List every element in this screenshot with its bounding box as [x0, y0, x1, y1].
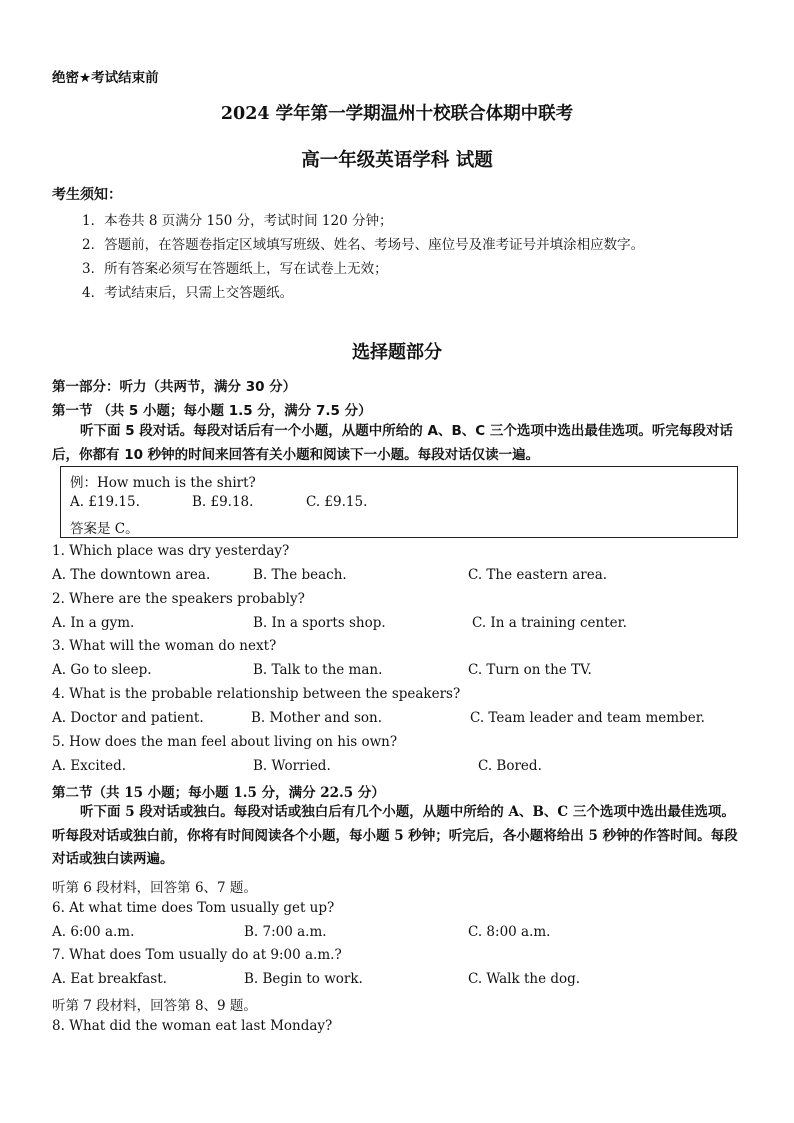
section1-heading: 第一节 （共 5 小题；每小题 1.5 分，满分 7.5 分） [52, 403, 372, 419]
question-stem: 1. Which place was dry yesterday? [52, 543, 290, 559]
option-c: C. The eastern area. [468, 567, 608, 583]
option-a: A. The downtown area. [52, 567, 211, 583]
option-b: B. Mother and son. [251, 710, 383, 726]
notice-item: 2．答题前，在答题卷指定区域填写班级、姓名、考场号、座位号及准考证号并填涂相应数字。 [82, 237, 645, 253]
option-a: A. Eat breakfast. [52, 971, 167, 987]
option-a: A. In a gym. [52, 615, 135, 631]
option-c: C. Bored. [478, 758, 542, 774]
question-stem: 8. What did the woman eat last Monday? [52, 1018, 333, 1034]
option-c: C. Team leader and team member. [470, 710, 705, 726]
option-c: C. Turn on the TV. [468, 662, 592, 678]
question-stem: 4. What is the probable relationship between the speakers? [52, 686, 461, 702]
option-a: A. Doctor and patient. [52, 710, 204, 726]
option-a: A. 6:00 a.m. [52, 924, 135, 940]
option-b: B. Begin to work. [244, 971, 363, 987]
section2-heading: 第二节（共 15 小题；每小题 1.5 分，满分 22.5 分） [52, 785, 385, 801]
secret-label: 绝密★考试结束前 [52, 70, 159, 86]
material-note: 听第 6 段材料，回答第 6、7 题。 [52, 880, 257, 896]
option-b: B. In a sports shop. [253, 615, 386, 631]
notice-heading: 考生须知： [52, 187, 122, 203]
option-b: B. 7:00 a.m. [244, 924, 327, 940]
section1-instruction: 听下面 5 段对话。每段对话后有一个小题，从题中所给的 A、B、C 三个选项中选出最佳选项。听完每段对话后，你都有 10 秒钟的时间来回答有关小题和阅读下一小题。每段对话仅读一遍。 [52, 423, 733, 463]
option-a: A. Go to sleep. [52, 662, 152, 678]
example-answer: 答案是 C。 [70, 521, 139, 537]
option-c: C. 8:00 a.m. [468, 924, 551, 940]
option-c: C. Walk the dog. [468, 971, 581, 987]
question-stem: 6. At what time does Tom usually get up? [52, 900, 335, 916]
exam-subtitle: 高一年级英语学科 试题 [301, 150, 493, 171]
material-note: 听第 7 段材料，回答第 8、9 题。 [52, 998, 257, 1014]
notice-item: 4．考试结束后，只需上交答题纸。 [82, 285, 294, 301]
example-option: C. £9.15. [306, 494, 368, 510]
question-stem: 2. Where are the speakers probably? [52, 591, 305, 607]
example-option: A. £19.15. [70, 494, 140, 510]
notice-item: 1．本卷共 8 页满分 150 分，考试时间 120 分钟； [82, 213, 393, 229]
section-title: 选择题部分 [352, 342, 442, 363]
option-b: B. Talk to the man. [253, 662, 383, 678]
option-b: B. Worried. [253, 758, 331, 774]
option-c: C. In a training center. [472, 615, 627, 631]
option-b: B. The beach. [253, 567, 347, 583]
exam-title: 2024 学年第一学期温州十校联合体期中联考 [220, 104, 574, 124]
question-stem: 7. What does Tom usually do at 9:00 a.m.? [52, 947, 342, 963]
question-stem: 3. What will the woman do next? [52, 638, 277, 654]
example-question: 例：How much is the shirt? [70, 475, 256, 491]
example-option: B. £9.18. [192, 494, 254, 510]
notice-item: 3．所有答案必须写在答题纸上，写在试卷上无效； [82, 261, 388, 277]
section2-instruction: 听下面 5 段对话或独白。每段对话或独白后有几个小题，从题中所给的 A、B、C 三个选项中选出最佳选项。听每段对话或独白前，你将有时间阅读各个小题，每小题 5 秒钟；听完后，各小题将给出 5 秒钟的作答时间。每段对话或独白读两遍。 [52, 804, 738, 867]
part1-heading: 第一部分：听力（共两节，满分 30 分） [52, 379, 297, 395]
option-a: A. Excited. [52, 758, 127, 774]
question-stem: 5. How does the man feel about living on his own? [52, 734, 398, 750]
